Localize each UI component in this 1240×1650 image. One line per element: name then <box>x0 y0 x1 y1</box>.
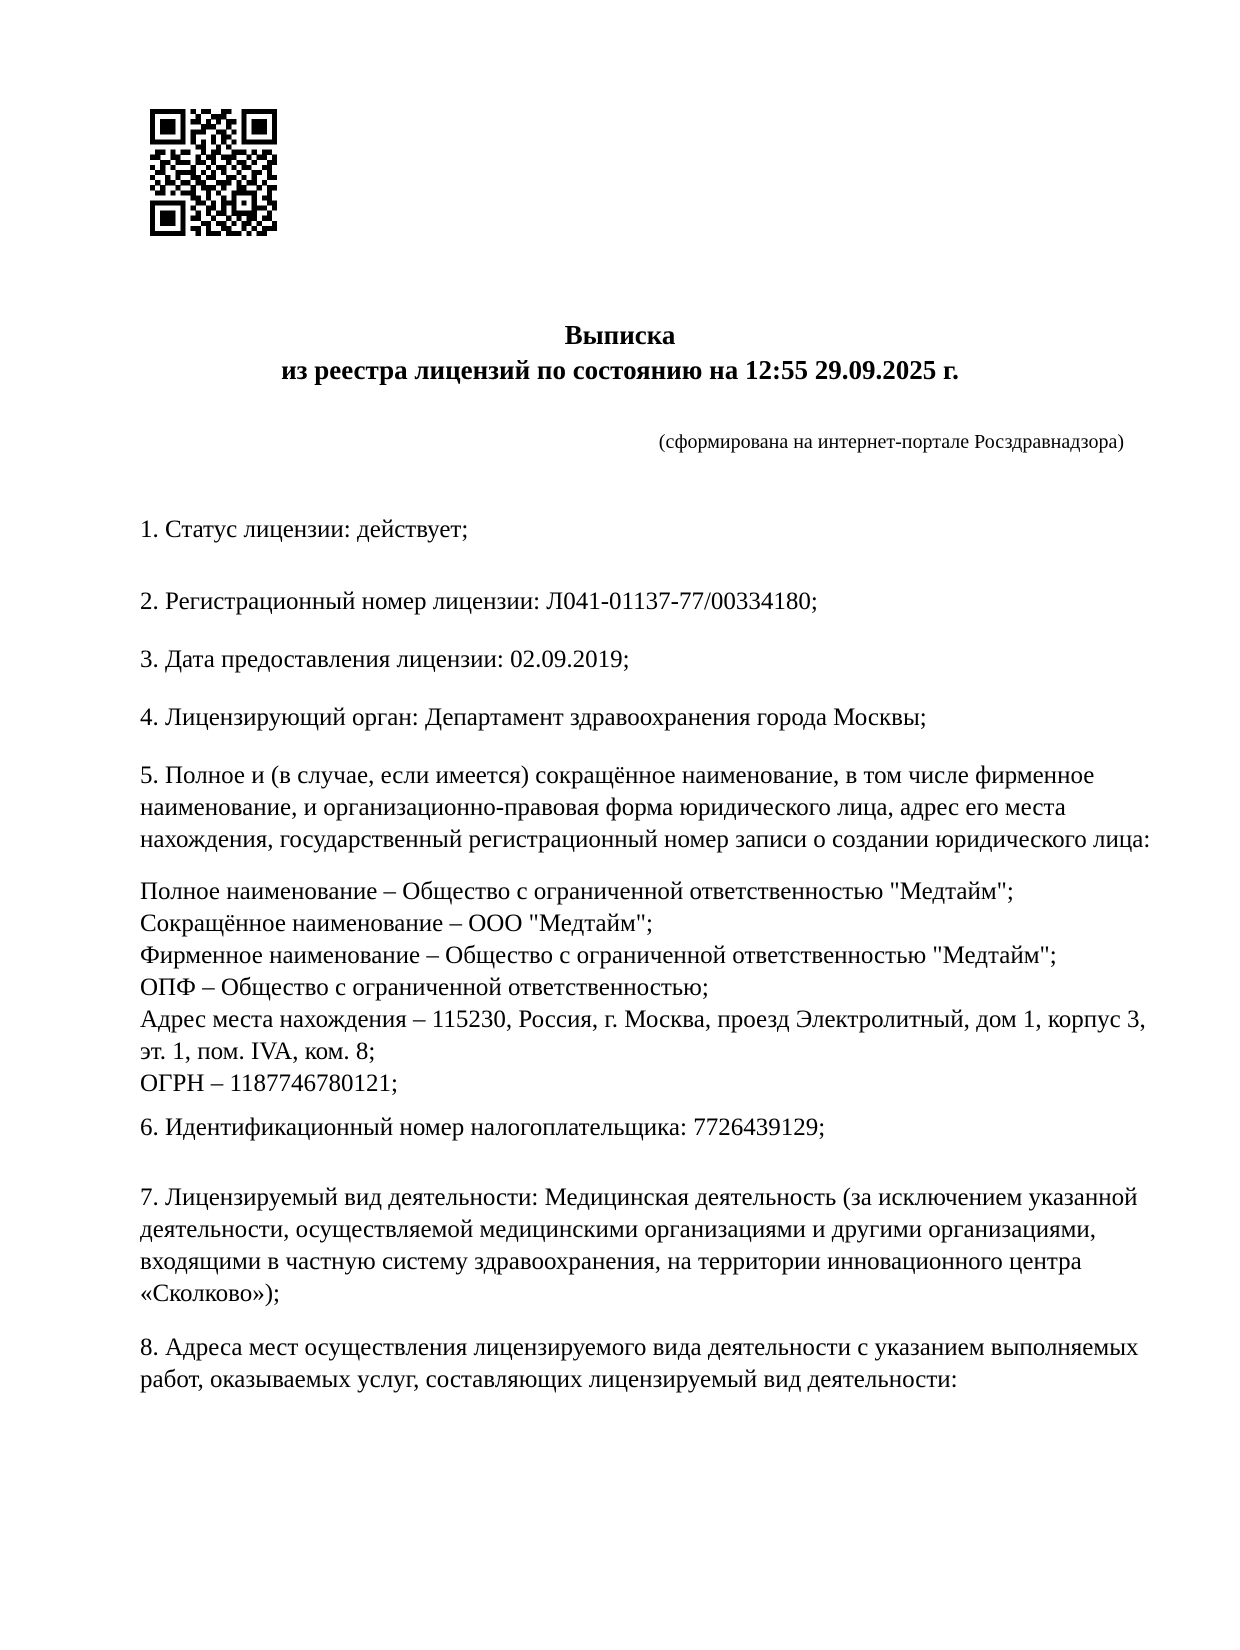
paragraph-organization-details <box>140 876 1146 1100</box>
paragraph-licensed-activity <box>140 1182 1138 1310</box>
text-line: 1. Статус лицензии: действует; <box>140 516 469 543</box>
text-line: 2. Регистрационный номер лицензии: Л041-01137-77/00334180; <box>140 588 818 615</box>
paragraph-licensing-authority <box>140 702 927 734</box>
text-line: 3. Дата предоставления лицензии: 02.09.2019; <box>140 646 630 673</box>
title-line-2: из реестра лицензий по состоянию на 12:55 29.09.2025 г. <box>281 355 959 385</box>
paragraph-taxpayer-number <box>140 1112 825 1144</box>
paragraph-registration-number <box>140 586 818 618</box>
text-line: «Сколково»); <box>140 1280 280 1307</box>
document-title <box>0 318 1240 388</box>
paragraph-item-5-intro <box>140 760 1150 856</box>
text-line: Фирменное наименование – Общество с ограниченной ответственностью "Медтайм"; <box>140 942 1057 969</box>
text-line: 5. Полное и (в случае, если имеется) сокращённое наименование, в том числе фирменное <box>140 762 1095 789</box>
text-line: входящими в частную систему здравоохранения, на территории инновационного центра <box>140 1248 1082 1275</box>
paragraph-grant-date <box>140 644 630 676</box>
text-line: Сокращённое наименование – ООО "Медтайм"; <box>140 910 653 937</box>
text-line: ОГРН – 1187746780121; <box>140 1070 398 1097</box>
text-line: 6. Идентификационный номер налогоплательщика: 7726439129; <box>140 1114 826 1141</box>
text-line: Адрес места нахождения – 115230, Россия, г. Москва, проезд Электролитный, дом 1, корпус 3, <box>140 1006 1146 1033</box>
document-subtitle: (сформирована на интернет-портале Росздравнадзора) <box>658 431 1124 453</box>
title-line-1: Выписка <box>564 320 676 350</box>
text-line: Полное наименование – Общество с ограниченной ответственностью "Медтайм"; <box>140 878 1014 905</box>
text-line: ОПФ – Общество с ограниченной ответственностью; <box>140 974 709 1001</box>
text-line: работ, оказываемых услуг, составляющих лицензируемый вид деятельности: <box>140 1366 958 1393</box>
paragraph-activity-addresses <box>140 1332 1139 1396</box>
text-line: 4. Лицензирующий орган: Департамент здравоохранения города Москвы; <box>140 704 927 731</box>
text-line: нахождения, государственный регистрационный номер записи о создании юридического лица: <box>140 826 1151 853</box>
text-line: эт. 1, пом. IVA, ком. 8; <box>140 1038 376 1065</box>
paragraph-license-status <box>140 514 468 546</box>
text-line: деятельности, осуществляемой медицинскими организациями и другими организациями, <box>140 1216 1097 1243</box>
text-line: 8. Адреса мест осуществления лицензируемого вида деятельности с указанием выполняемых <box>140 1334 1139 1361</box>
text-line: 7. Лицензируемый вид деятельности: Медицинская деятельность (за исключением указанной <box>140 1184 1138 1211</box>
qr-code <box>150 109 277 236</box>
text-line: наименование, и организационно-правовая форма юридического лица, адрес его места <box>140 794 1066 821</box>
